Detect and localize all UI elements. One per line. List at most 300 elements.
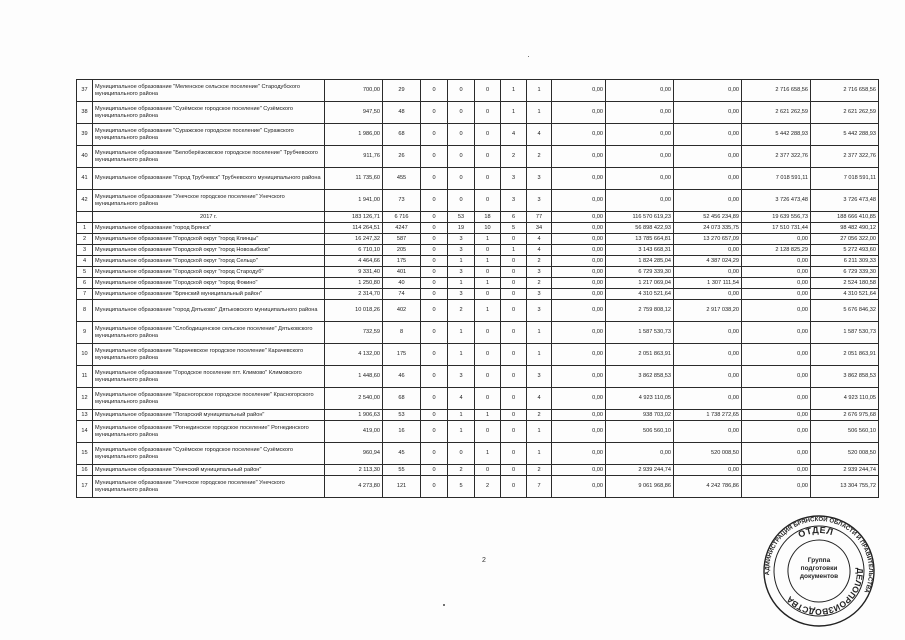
- cell-sum-2: 2 051 863,91: [606, 344, 674, 366]
- cell-sum-2: 506 560,10: [606, 421, 674, 443]
- cell-count-1: 0: [421, 212, 448, 223]
- table-row: [77, 234, 879, 245]
- cell-count-3: 1: [475, 234, 501, 245]
- cell-number: 1: [77, 223, 93, 234]
- cell-sum-4: 2 716 658,56: [742, 80, 811, 102]
- cell-sum-1: 0,00: [552, 421, 606, 443]
- cell-number: 42: [77, 190, 93, 212]
- cell-count-4: 0: [501, 234, 527, 245]
- cell-count-1: 0: [421, 443, 448, 465]
- cell-count-4: 1: [501, 245, 527, 256]
- cell-number: 6: [77, 278, 93, 289]
- cell-sum-3: 0,00: [674, 102, 742, 124]
- cell-count-3: 10: [475, 223, 501, 234]
- cell-residents: 16: [383, 421, 421, 443]
- cell-count-3: 0: [475, 366, 501, 388]
- table-row: [77, 300, 879, 322]
- cell-municipality-name: Муниципальное образование "Слободищенское сельское поселение" Дятьковского муниципального района: [93, 322, 325, 344]
- cell-count-4: 0: [501, 476, 527, 498]
- cell-sum-total: 520 008,50: [811, 443, 879, 465]
- cell-count-2: 0: [448, 168, 475, 190]
- cell-sum-total: 5 676 846,32: [811, 300, 879, 322]
- cell-municipality-name: Муниципальное образование "Унечское городское поселение" Унечского муниципального района: [93, 190, 325, 212]
- cell-count-total: 1: [527, 102, 552, 124]
- cell-count-2: 4: [448, 388, 475, 410]
- table-row: [77, 102, 879, 124]
- cell-count-3: 1: [475, 443, 501, 465]
- cell-municipality-name: Муниципальное образование "Сузёмское городское поселение" Сузёмского муниципального района: [93, 443, 325, 465]
- cell-sum-4: 0,00: [742, 234, 811, 245]
- cell-count-3: 0: [475, 190, 501, 212]
- cell-sum-total: 7 018 591,11: [811, 168, 879, 190]
- cell-sum-2: 1 587 530,73: [606, 322, 674, 344]
- cell-count-1: 0: [421, 223, 448, 234]
- cell-area: 9 331,40: [325, 267, 383, 278]
- cell-sum-2: 56 898 422,93: [606, 223, 674, 234]
- cell-sum-2: 938 703,02: [606, 410, 674, 421]
- cell-municipality-name: Муниципальное образование "Рогнединское городское поселение" Рогнединского муниципального района: [93, 421, 325, 443]
- cell-count-2: 5: [448, 476, 475, 498]
- stamp-inner-line-3: документов: [799, 572, 839, 580]
- cell-area: 183 126,71: [325, 212, 383, 223]
- cell-count-3: 1: [475, 410, 501, 421]
- cell-count-3: 0: [475, 124, 501, 146]
- cell-count-2: 3: [448, 245, 475, 256]
- cell-sum-3: 0,00: [674, 245, 742, 256]
- cell-sum-total: 98 482 490,12: [811, 223, 879, 234]
- cell-sum-4: 5 442 288,93: [742, 124, 811, 146]
- cell-residents: 68: [383, 388, 421, 410]
- cell-sum-total: 6 211 309,33: [811, 256, 879, 267]
- cell-municipality-name: Муниципальное образование "Меленское сельское поселение" Стародубского муниципального района: [93, 80, 325, 102]
- cell-count-4: 0: [501, 388, 527, 410]
- cell-residents: 53: [383, 410, 421, 421]
- cell-sum-2: 0,00: [606, 190, 674, 212]
- cell-count-3: 0: [475, 344, 501, 366]
- cell-count-3: 2: [475, 476, 501, 498]
- table-row: [77, 476, 879, 498]
- cell-number: 12: [77, 388, 93, 410]
- cell-sum-2: 9 061 968,86: [606, 476, 674, 498]
- cell-sum-3: 1 307 111,54: [674, 278, 742, 289]
- cell-count-3: 0: [475, 267, 501, 278]
- cell-number: 2: [77, 234, 93, 245]
- table-row: [77, 267, 879, 278]
- cell-residents: 401: [383, 267, 421, 278]
- cell-count-total: 3: [527, 366, 552, 388]
- cell-count-2: 1: [448, 344, 475, 366]
- table-row: [77, 146, 879, 168]
- cell-count-total: 3: [527, 190, 552, 212]
- cell-number: 5: [77, 267, 93, 278]
- cell-count-2: 0: [448, 443, 475, 465]
- cell-sum-4: 0,00: [742, 443, 811, 465]
- cell-sum-2: 2 939 244,74: [606, 465, 674, 476]
- cell-count-2: 3: [448, 366, 475, 388]
- cell-residents: 205: [383, 245, 421, 256]
- cell-area: 2 113,30: [325, 465, 383, 476]
- cell-count-2: 1: [448, 322, 475, 344]
- cell-count-1: 0: [421, 388, 448, 410]
- cell-sum-3: 0,00: [674, 344, 742, 366]
- cell-sum-3: 0,00: [674, 267, 742, 278]
- cell-count-4: 0: [501, 421, 527, 443]
- cell-municipality-name: Муниципальное образование "Унечское городское поселение" Унечского муниципального района: [93, 476, 325, 498]
- cell-count-1: 0: [421, 366, 448, 388]
- cell-count-4: 0: [501, 300, 527, 322]
- stamp-inner-line-1: Группа: [807, 557, 831, 564]
- cell-sum-total: 188 666 410,85: [811, 212, 879, 223]
- cell-area: 732,59: [325, 322, 383, 344]
- cell-number: 7: [77, 289, 93, 300]
- cell-sum-total: 2 051 863,91: [811, 344, 879, 366]
- cell-count-3: 0: [475, 80, 501, 102]
- cell-municipality-name: Муниципальное образование "Сузёмское городское поселение" Сузёмского муниципального района: [93, 102, 325, 124]
- cell-residents: 26: [383, 146, 421, 168]
- cell-count-1: 0: [421, 322, 448, 344]
- cell-count-3: 1: [475, 256, 501, 267]
- cell-sum-2: 0,00: [606, 146, 674, 168]
- cell-count-3: 0: [475, 289, 501, 300]
- cell-sum-3: 0,00: [674, 388, 742, 410]
- cell-sum-1: 0,00: [552, 223, 606, 234]
- cell-residents: 55: [383, 465, 421, 476]
- cell-municipality-name: Муниципальное образование "Городской округ "город Клинцы": [93, 234, 325, 245]
- cell-count-1: 0: [421, 300, 448, 322]
- cell-sum-1: 0,00: [552, 124, 606, 146]
- cell-sum-1: 0,00: [552, 344, 606, 366]
- cell-sum-1: 0,00: [552, 465, 606, 476]
- cell-sum-2: 13 785 664,81: [606, 234, 674, 245]
- cell-count-2: 1: [448, 278, 475, 289]
- cell-sum-3: 0,00: [674, 421, 742, 443]
- cell-sum-4: 0,00: [742, 366, 811, 388]
- cell-municipality-name: Муниципальное образование "город Дятьково" Дятьковского муниципального района: [93, 300, 325, 322]
- cell-count-4: 1: [501, 102, 527, 124]
- cell-area: 2 540,00: [325, 388, 383, 410]
- cell-number: 11: [77, 366, 93, 388]
- cell-count-1: 0: [421, 190, 448, 212]
- cell-residents: 46: [383, 366, 421, 388]
- cell-count-4: 2: [501, 146, 527, 168]
- cell-number: 37: [77, 80, 93, 102]
- cell-count-4: 0: [501, 465, 527, 476]
- cell-count-total: 1: [527, 421, 552, 443]
- cell-sum-1: 0,00: [552, 443, 606, 465]
- cell-residents: 402: [383, 300, 421, 322]
- cell-municipality-name: Муниципальное образование "Город Трубчевск" Трубчевского муниципального района: [93, 168, 325, 190]
- cell-residents: 29: [383, 80, 421, 102]
- cell-count-1: 0: [421, 410, 448, 421]
- cell-area: 4 464,66: [325, 256, 383, 267]
- cell-sum-3: 0,00: [674, 124, 742, 146]
- cell-number: 3: [77, 245, 93, 256]
- cell-area: 10 018,26: [325, 300, 383, 322]
- cell-sum-4: 2 377 322,76: [742, 146, 811, 168]
- cell-count-total: 1: [527, 443, 552, 465]
- cell-sum-4: 0,00: [742, 421, 811, 443]
- cell-count-4: 3: [501, 190, 527, 212]
- cell-number: 15: [77, 443, 93, 465]
- cell-count-1: 0: [421, 256, 448, 267]
- cell-sum-4: 0,00: [742, 278, 811, 289]
- cell-area: 11 735,60: [325, 168, 383, 190]
- cell-municipality-name: Муниципальное образование "Погарский муниципальный район": [93, 410, 325, 421]
- cell-sum-4: 0,00: [742, 300, 811, 322]
- cell-sum-1: 0,00: [552, 300, 606, 322]
- cell-number: 4: [77, 256, 93, 267]
- cell-count-3: 0: [475, 465, 501, 476]
- cell-number: 38: [77, 102, 93, 124]
- cell-count-4: 0: [501, 267, 527, 278]
- cell-count-2: 1: [448, 410, 475, 421]
- cell-sum-3: 0,00: [674, 190, 742, 212]
- cell-sum-1: 0,00: [552, 146, 606, 168]
- cell-sum-4: 2 128 825,29: [742, 245, 811, 256]
- cell-count-total: 2: [527, 146, 552, 168]
- cell-area: 2 314,70: [325, 289, 383, 300]
- cell-sum-3: 52 456 234,89: [674, 212, 742, 223]
- cell-residents: 175: [383, 344, 421, 366]
- cell-sum-4: 0,00: [742, 476, 811, 498]
- cell-number: 10: [77, 344, 93, 366]
- cell-area: 1 906,63: [325, 410, 383, 421]
- cell-sum-2: 1 217 069,04: [606, 278, 674, 289]
- table-row: [77, 421, 879, 443]
- page-number: 2: [482, 557, 486, 564]
- cell-sum-2: 6 729 339,30: [606, 267, 674, 278]
- cell-sum-total: 2 716 658,56: [811, 80, 879, 102]
- cell-residents: 455: [383, 168, 421, 190]
- cell-count-3: 0: [475, 102, 501, 124]
- cell-sum-1: 0,00: [552, 234, 606, 245]
- cell-count-2: 3: [448, 289, 475, 300]
- cell-area: 1 941,00: [325, 190, 383, 212]
- cell-sum-1: 0,00: [552, 190, 606, 212]
- cell-sum-3: 1 738 272,65: [674, 410, 742, 421]
- cell-number: 16: [77, 465, 93, 476]
- cell-sum-3: 0,00: [674, 146, 742, 168]
- cell-count-total: 4: [527, 234, 552, 245]
- cell-count-total: 34: [527, 223, 552, 234]
- cell-sum-total: 13 304 755,72: [811, 476, 879, 498]
- cell-count-2: 0: [448, 80, 475, 102]
- cell-residents: 4247: [383, 223, 421, 234]
- cell-count-2: 3: [448, 267, 475, 278]
- cell-number: 14: [77, 421, 93, 443]
- cell-count-total: 4: [527, 124, 552, 146]
- cell-sum-4: 7 018 591,11: [742, 168, 811, 190]
- cell-sum-1: 0,00: [552, 289, 606, 300]
- cell-area: 4 273,80: [325, 476, 383, 498]
- cell-sum-2: 3 862 858,53: [606, 366, 674, 388]
- cell-area: 1 250,80: [325, 278, 383, 289]
- cell-count-2: 0: [448, 102, 475, 124]
- cell-count-total: 4: [527, 245, 552, 256]
- cell-count-total: 4: [527, 388, 552, 410]
- cell-sum-3: 0,00: [674, 465, 742, 476]
- table-row: [77, 388, 879, 410]
- cell-sum-4: 0,00: [742, 267, 811, 278]
- cell-count-total: 3: [527, 168, 552, 190]
- cell-sum-2: 0,00: [606, 124, 674, 146]
- cell-sum-4: 17 510 731,44: [742, 223, 811, 234]
- cell-count-3: 0: [475, 245, 501, 256]
- cell-number: 40: [77, 146, 93, 168]
- cell-sum-4: 0,00: [742, 256, 811, 267]
- table-row: [77, 245, 879, 256]
- cell-municipality-name: 2017 г.: [93, 212, 325, 223]
- cell-sum-total: 3 862 858,53: [811, 366, 879, 388]
- cell-count-1: 0: [421, 289, 448, 300]
- table-row: [77, 344, 879, 366]
- cell-sum-4: 2 621 262,59: [742, 102, 811, 124]
- cell-count-3: 1: [475, 300, 501, 322]
- cell-area: 947,50: [325, 102, 383, 124]
- cell-count-4: 4: [501, 124, 527, 146]
- table-body: [77, 80, 879, 498]
- cell-number: 39: [77, 124, 93, 146]
- cell-residents: 175: [383, 256, 421, 267]
- cell-municipality-name: Муниципальное образование "Карачевское городское поселение" Карачевского муниципального района: [93, 344, 325, 366]
- table-row: [77, 256, 879, 267]
- cell-count-4: 0: [501, 344, 527, 366]
- register-table: [76, 79, 879, 498]
- cell-sum-2: 1 824 285,04: [606, 256, 674, 267]
- cell-residents: 68: [383, 124, 421, 146]
- cell-sum-1: 0,00: [552, 212, 606, 223]
- cell-count-3: 0: [475, 146, 501, 168]
- table-row: [77, 168, 879, 190]
- cell-count-1: 0: [421, 421, 448, 443]
- cell-count-total: 2: [527, 278, 552, 289]
- cell-area: 700,00: [325, 80, 383, 102]
- cell-sum-3: 2 917 038,20: [674, 300, 742, 322]
- cell-sum-1: 0,00: [552, 410, 606, 421]
- cell-count-4: 5: [501, 223, 527, 234]
- cell-residents: 40: [383, 278, 421, 289]
- cell-sum-3: 0,00: [674, 322, 742, 344]
- cell-sum-total: 506 560,10: [811, 421, 879, 443]
- cell-count-2: 1: [448, 421, 475, 443]
- cell-municipality-name: Муниципальное образование "Брянский муниципальный район": [93, 289, 325, 300]
- cell-sum-total: 2 939 244,74: [811, 465, 879, 476]
- cell-count-2: 2: [448, 300, 475, 322]
- cell-sum-2: 116 570 619,23: [606, 212, 674, 223]
- cell-sum-4: 0,00: [742, 344, 811, 366]
- cell-count-1: 0: [421, 245, 448, 256]
- cell-sum-4: 0,00: [742, 289, 811, 300]
- cell-sum-total: 2 621 262,59: [811, 102, 879, 124]
- cell-area: 6 710,10: [325, 245, 383, 256]
- cell-sum-3: 520 008,50: [674, 443, 742, 465]
- cell-count-total: 1: [527, 322, 552, 344]
- cell-area: 114 264,51: [325, 223, 383, 234]
- cell-area: 16 247,32: [325, 234, 383, 245]
- cell-sum-total: 5 442 288,93: [811, 124, 879, 146]
- cell-sum-1: 0,00: [552, 322, 606, 344]
- cell-count-4: 0: [501, 278, 527, 289]
- cell-count-1: 0: [421, 234, 448, 245]
- cell-area: 960,94: [325, 443, 383, 465]
- cell-count-1: 0: [421, 267, 448, 278]
- cell-count-total: 2: [527, 256, 552, 267]
- cell-municipality-name: Муниципальное образование "Городской округ "город Новозыбков": [93, 245, 325, 256]
- cell-area: 4 132,00: [325, 344, 383, 366]
- cell-count-2: 0: [448, 190, 475, 212]
- scan-speck: [443, 604, 445, 606]
- cell-sum-2: 0,00: [606, 168, 674, 190]
- cell-count-total: 2: [527, 465, 552, 476]
- cell-municipality-name: Муниципальное образование "Суражское городское поселение" Суражского муниципального района: [93, 124, 325, 146]
- cell-sum-3: 4 387 024,29: [674, 256, 742, 267]
- cell-count-4: 1: [501, 80, 527, 102]
- cell-sum-2: 0,00: [606, 443, 674, 465]
- table-row: [77, 289, 879, 300]
- table-row: [77, 80, 879, 102]
- cell-sum-2: 0,00: [606, 80, 674, 102]
- cell-sum-3: 0,00: [674, 366, 742, 388]
- cell-sum-4: 19 639 556,73: [742, 212, 811, 223]
- table-row: [77, 190, 879, 212]
- scan-speck: [528, 56, 529, 57]
- cell-residents: 48: [383, 102, 421, 124]
- cell-count-2: 3: [448, 234, 475, 245]
- stamp-top-text: ОТДЕЛ: [796, 524, 835, 540]
- cell-count-3: 1: [475, 278, 501, 289]
- cell-sum-1: 0,00: [552, 267, 606, 278]
- cell-count-2: 0: [448, 146, 475, 168]
- cell-count-3: 18: [475, 212, 501, 223]
- cell-sum-1: 0,00: [552, 168, 606, 190]
- cell-area: 1 986,00: [325, 124, 383, 146]
- cell-municipality-name: Муниципальное образование "Городской округ "город Сельцо": [93, 256, 325, 267]
- cell-sum-total: 3 726 473,48: [811, 190, 879, 212]
- cell-sum-2: 4 310 521,64: [606, 289, 674, 300]
- cell-area: 1 448,60: [325, 366, 383, 388]
- cell-count-total: 77: [527, 212, 552, 223]
- cell-sum-1: 0,00: [552, 366, 606, 388]
- cell-sum-3: 4 242 786,86: [674, 476, 742, 498]
- cell-count-3: 0: [475, 168, 501, 190]
- cell-residents: 73: [383, 190, 421, 212]
- cell-count-total: 3: [527, 289, 552, 300]
- cell-count-total: 1: [527, 344, 552, 366]
- cell-count-2: 1: [448, 256, 475, 267]
- cell-sum-2: 0,00: [606, 102, 674, 124]
- cell-count-4: 0: [501, 366, 527, 388]
- cell-sum-2: 3 143 668,31: [606, 245, 674, 256]
- stamp-inner-text: [792, 557, 846, 580]
- cell-sum-total: 1 587 530,73: [811, 322, 879, 344]
- stamp-ring-text: ДЕЛОПРОИЗВОДСТВА: [784, 567, 866, 618]
- cell-number: 8: [77, 300, 93, 322]
- cell-count-4: 0: [501, 322, 527, 344]
- table-row: [77, 366, 879, 388]
- cell-count-1: 0: [421, 278, 448, 289]
- cell-count-4: 3: [501, 168, 527, 190]
- cell-sum-total: 4 923 110,05: [811, 388, 879, 410]
- cell-count-2: 2: [448, 465, 475, 476]
- cell-sum-total: 2 524 180,58: [811, 278, 879, 289]
- table-row: [77, 410, 879, 421]
- cell-count-total: 3: [527, 300, 552, 322]
- cell-count-1: 0: [421, 80, 448, 102]
- cell-count-3: 0: [475, 388, 501, 410]
- cell-count-4: 0: [501, 256, 527, 267]
- cell-sum-1: 0,00: [552, 245, 606, 256]
- cell-sum-3: 0,00: [674, 80, 742, 102]
